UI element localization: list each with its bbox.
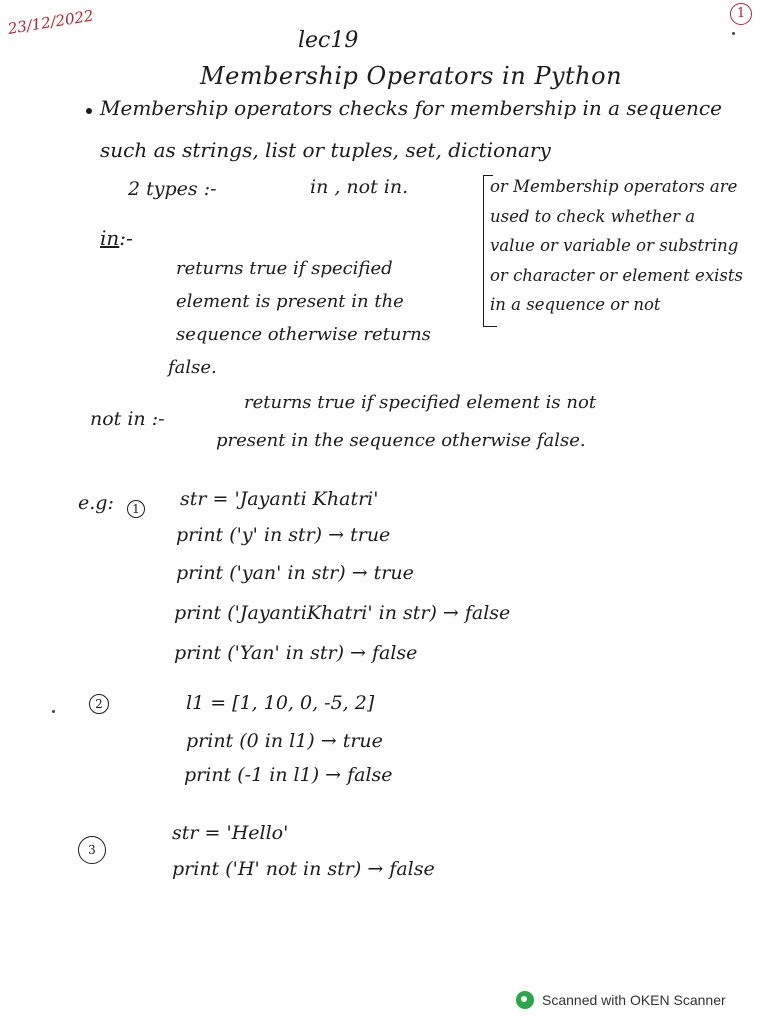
example-label: e.g: [78,492,114,514]
side-note-line-1: or Membership operators are [490,177,738,196]
example-1-line-1: str = 'Jayanti Khatri' [180,488,379,510]
in-desc-line-4: false. [168,357,217,378]
example-3-number: 3 [78,836,106,864]
in-desc-line-1: returns true if specified [176,258,393,279]
not-in-desc-line-2: present in the sequence otherwise false. [216,430,586,451]
in-operator-label: in [100,226,120,250]
example-2-line-1: l1 = [1, 10, 0, -5, 2] [186,692,375,714]
example-1-line-4: print ('JayantiKhatri' in str) → false [174,602,511,624]
side-note-line-2: used to check whether a [490,206,696,226]
in-operator-description [168,252,431,384]
intro-line-2: such as strings, list or tuples, set, dictionary [100,138,551,162]
lecture-label: lec19 [298,28,359,53]
example-2-number: 2 [89,694,109,714]
example-1-number: 1 [127,500,145,518]
side-note-line-4: or character or element exists [490,265,743,285]
example-3-line-2: print ('H' not in str) → false [172,858,435,880]
side-note-bracket-bottom [483,326,497,327]
bullet-icon [86,108,92,114]
not-in-desc-line-1: returns true if specified element is not [244,392,597,413]
side-note-line-5: in a sequence or not [490,295,661,314]
in-operator-heading [100,228,133,248]
in-desc-line-3: sequence otherwise returns [176,324,431,345]
ink-dot [52,710,55,713]
not-in-operator-label: not in :- [90,408,165,430]
scanner-logo-icon [516,991,534,1009]
example-1-line-5: print ('Yan' in str) → false [174,642,418,664]
in-operator-suffix: :- [119,226,133,250]
example-2-line-2: print (0 in l1) → true [186,730,383,752]
intro-line-1: Membership operators checks for membership in a sequence [100,96,722,120]
scanner-watermark [516,990,726,1010]
side-note-line-3: value or variable or substring [490,236,739,255]
ink-dot [732,32,735,35]
in-desc-line-2: element is present in the [176,291,404,312]
example-1-line-2: print ('y' in str) → true [176,524,391,546]
side-note [490,172,743,320]
types-values: in , not in. [310,176,409,198]
page-title: Membership Operators in Python [200,62,623,90]
example-3-line-1: str = 'Hello' [172,822,289,844]
types-label: 2 types :- [128,178,217,200]
example-1-line-3: print ('yan' in str) → true [176,562,414,584]
page-number: 1 [730,3,752,25]
scanner-text: Scanned with OKEN Scanner [542,992,726,1008]
date: 23/12/2022 [6,6,95,38]
example-2-line-3: print (-1 in l1) → false [184,764,393,786]
